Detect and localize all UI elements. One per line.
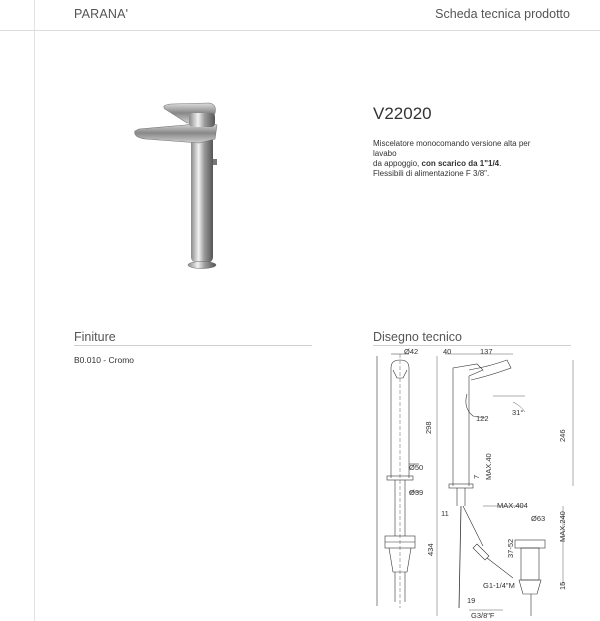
dim-h298: 298 xyxy=(424,421,433,434)
desc-line-2: lavabo xyxy=(373,149,397,158)
dim-h3752: 37-52 xyxy=(506,538,515,558)
document-title: Scheda tecnica prodotto xyxy=(435,7,570,21)
dim-h7: 7 xyxy=(472,474,481,479)
dim-h11: 11 xyxy=(441,509,449,518)
desc-line-3-pre: da appoggio, xyxy=(373,159,422,168)
page-header xyxy=(0,0,600,31)
technical-drawing xyxy=(373,346,588,621)
disegno-title: Disegno tecnico xyxy=(373,330,462,344)
desc-line-3 xyxy=(373,159,583,169)
product-image xyxy=(125,95,235,280)
desc-line-1: Miscelatore monocomando versione alta per xyxy=(373,139,531,148)
desc-line-3-post: . xyxy=(499,159,502,168)
dim-w19: 19 xyxy=(467,596,476,605)
dim-d50: Ø50 xyxy=(409,463,424,472)
dim-w122: 122 xyxy=(476,414,489,423)
dim-a31: 31° xyxy=(512,408,524,417)
page-edge xyxy=(34,0,35,621)
product-description xyxy=(373,139,583,179)
dim-w40: 40 xyxy=(443,347,452,356)
dim-d39: Ø39 xyxy=(409,488,424,497)
desc-line-3-bold: con scarico da 1"1/4 xyxy=(421,159,500,168)
dim-h15: 15 xyxy=(558,581,567,590)
dim-h246: 246 xyxy=(558,429,567,442)
dim-max404: MAX.404 xyxy=(497,501,528,510)
dim-g38: G3/8"F xyxy=(471,611,495,620)
desc-line-4: Flessibili di alimentazione F 3/8". xyxy=(373,169,490,178)
dim-d63: Ø63 xyxy=(531,514,546,523)
dim-w137: 137 xyxy=(480,347,493,356)
brand-name: PARANA' xyxy=(74,7,129,21)
finiture-title: Finiture xyxy=(74,330,116,344)
dim-max240: MAX.240 xyxy=(558,511,567,542)
dim-d42: Ø42 xyxy=(404,347,419,356)
finish-item: B0.010 - Cromo xyxy=(74,355,134,365)
finiture-divider xyxy=(74,345,312,346)
dim-g114: G1-1/4"M xyxy=(483,581,515,590)
dim-max40: MAX.40 xyxy=(484,453,493,480)
dim-h434: 434 xyxy=(426,543,435,556)
product-code: V22020 xyxy=(373,104,432,123)
